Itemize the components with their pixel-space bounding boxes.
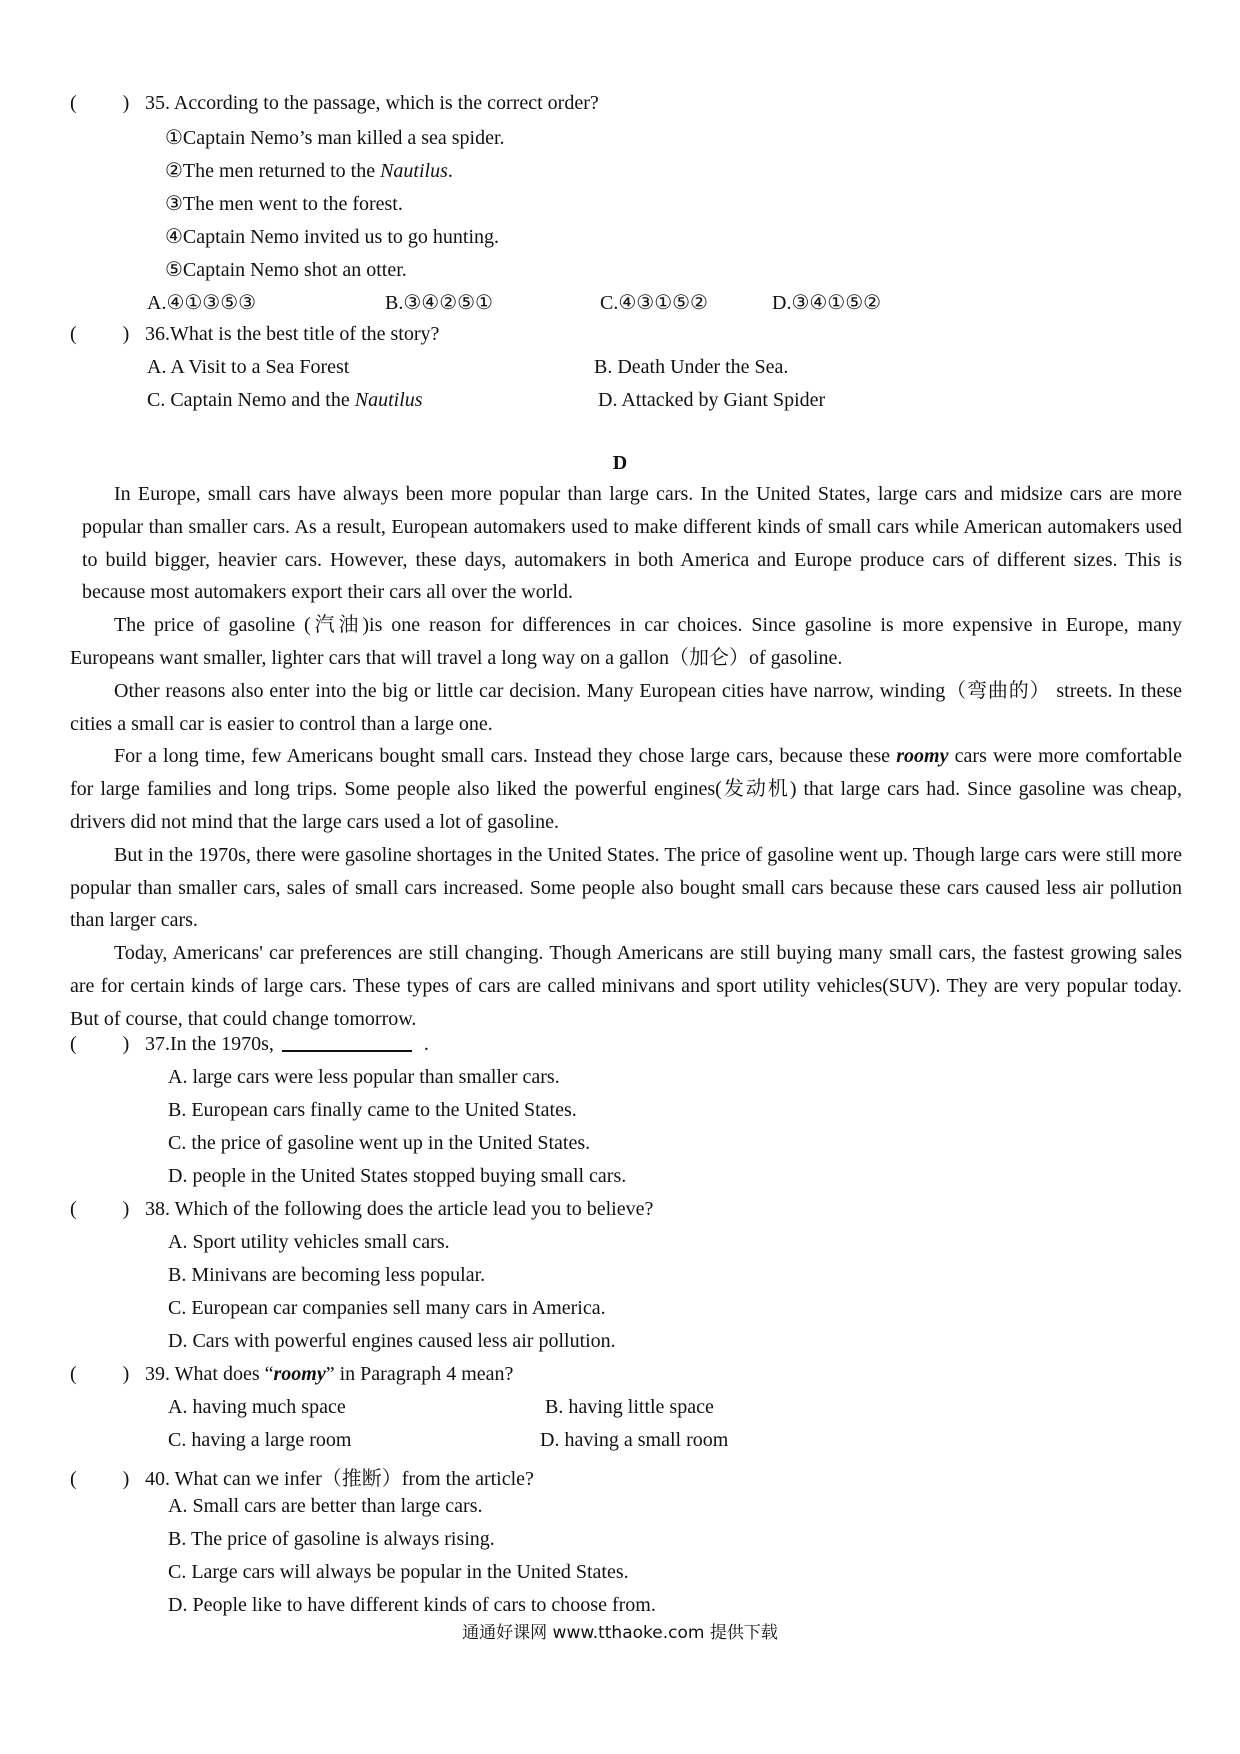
question-35 — [70, 92, 599, 115]
q37-option-c[interactable]: C. the price of gasoline went up in the United States. — [168, 1132, 591, 1154]
bracket-close: ) — [122, 1363, 130, 1385]
q36-option-a[interactable]: A. A Visit to a Sea Forest — [147, 356, 350, 378]
question-36-stem: 36.What is the best title of the story? — [145, 323, 440, 345]
question-40-stem: 40. What can we infer（推断）from the article? — [145, 1468, 534, 1490]
answer-bracket[interactable] — [70, 1033, 145, 1056]
q38-option-c[interactable]: C. European car companies sell many cars in America. — [168, 1297, 606, 1319]
paragraph-1: In Europe, small cars have always been more popular than large cars. In the United States, large cars and midsize cars are more popular than smaller cars. As a result, European automakers used to make different kinds of small cars while American automakers used to build bigger, heavier cars. However, these days, automakers in both America and Europe produce cars of different sizes. This is because most automakers export their cars all over the world. — [82, 483, 1182, 604]
q35-option-d[interactable]: D.③④①⑤② — [772, 292, 882, 314]
paragraph-6: Today, Americans' car preferences are still changing. Though Americans are still buying many small cars, the fastest growing sales are for certain kinds of large cars. These types of cars are called minivans and sport utility vehicles(SUV). They are very popular today. But of course, that could change tomorrow. — [70, 942, 1182, 1030]
q39-option-d[interactable]: D. having a small room — [540, 1429, 729, 1451]
question-35-stem: 35. According to the passage, which is the correct order? — [145, 92, 599, 114]
q35-item-1: ①Captain Nemo’s man killed a sea spider. — [165, 127, 505, 149]
q37-option-d[interactable]: D. people in the United States stopped buying small cars. — [168, 1165, 627, 1187]
q35-item-2-end: . — [447, 160, 453, 182]
bracket-open: ( — [70, 92, 77, 114]
answer-bracket[interactable] — [70, 323, 145, 346]
q40-option-c[interactable]: C. Large cars will always be popular in the United States. — [168, 1561, 629, 1583]
paragraph-4-text-a: For a long time, few Americans bought small cars. Instead they chose large cars, because these — [114, 745, 897, 768]
question-39-stem-a: 39. What does “ — [145, 1363, 274, 1385]
q36-option-d[interactable]: D. Attacked by Giant Spider — [598, 389, 826, 411]
bracket-close: ) — [122, 323, 130, 345]
question-39 — [70, 1363, 513, 1386]
bracket-close: ) — [122, 92, 130, 114]
q38-option-a[interactable]: A. Sport utility vehicles small cars. — [168, 1231, 450, 1253]
answer-bracket[interactable] — [70, 1468, 145, 1491]
q36-option-c[interactable] — [147, 389, 423, 412]
q35-option-a[interactable]: A.④①③⑤③ — [147, 292, 257, 314]
bracket-open: ( — [70, 323, 77, 345]
bracket-open: ( — [70, 1468, 77, 1490]
q40-option-a[interactable]: A. Small cars are better than large cars. — [168, 1495, 483, 1517]
q35-item-4: ④Captain Nemo invited us to go hunting. — [165, 226, 500, 248]
answer-blank[interactable] — [282, 1050, 412, 1052]
paragraph-3: Other reasons also enter into the big or little car decision. Many European cities have narrow, winding（弯曲的） streets. In these cities a small car is easier to control than a large one. — [70, 679, 1182, 735]
roomy-keyword: roomy — [273, 1363, 326, 1385]
question-38-stem: 38. Which of the following does the article lead you to believe? — [145, 1198, 654, 1220]
q40-option-b[interactable]: B. The price of gasoline is always rising. — [168, 1528, 495, 1550]
answer-bracket[interactable] — [70, 92, 145, 115]
bracket-close: ) — [122, 1033, 130, 1055]
q35-item-2 — [165, 158, 453, 183]
question-39-stem-b: ” in Paragraph 4 mean? — [325, 1363, 514, 1385]
q39-option-c[interactable]: C. having a large room — [168, 1429, 352, 1451]
q40-option-d[interactable]: D. People like to have different kinds of cars to choose from. — [168, 1594, 656, 1616]
roomy-keyword: roomy — [896, 745, 949, 768]
nautilus-italic: Nautilus — [380, 160, 448, 182]
q35-item-5: ⑤Captain Nemo shot an otter. — [165, 259, 407, 281]
question-37-stem: 37.In the 1970s, — [145, 1033, 274, 1055]
reading-passage — [70, 478, 1182, 1036]
q35-option-c[interactable]: C.④③①⑤② — [600, 292, 708, 314]
bracket-open: ( — [70, 1363, 77, 1385]
q39-option-b[interactable]: B. having little space — [545, 1396, 714, 1418]
q35-item-3: ③The men went to the forest. — [165, 193, 403, 215]
answer-bracket[interactable] — [70, 1198, 145, 1221]
paragraph-4 — [70, 740, 1182, 838]
q35-option-b[interactable]: B.③④②⑤① — [385, 292, 493, 314]
q39-option-a[interactable]: A. having much space — [168, 1396, 346, 1418]
nautilus-italic: Nautilus — [354, 389, 423, 411]
page-footer: 通通好课网 www.tthaoke.com 提供下载 — [462, 1623, 778, 1643]
q37-option-a[interactable]: A. large cars were less popular than smaller cars. — [168, 1066, 560, 1088]
bracket-close: ) — [122, 1198, 130, 1220]
q36-option-c-text: C. Captain Nemo and the — [147, 389, 355, 411]
question-40 — [70, 1462, 534, 1491]
q38-option-d[interactable]: D. Cars with powerful engines caused less air pollution. — [168, 1330, 616, 1352]
paragraph-5: But in the 1970s, there were gasoline shortages in the United States. The price of gasoline went up. Though large cars were still more popular than smaller cars, sales of small cars increased. Some people also bought small cars because these cars caused less air pollution than larger cars. — [70, 843, 1182, 932]
section-title: D — [612, 452, 628, 474]
bracket-close: ) — [122, 1468, 130, 1490]
question-37-end: . — [423, 1033, 429, 1055]
q37-option-b[interactable]: B. European cars finally came to the United States. — [168, 1099, 577, 1121]
q35-item-2-text: ②The men returned to the — [165, 160, 381, 182]
question-37 — [70, 1033, 429, 1056]
question-36 — [70, 323, 439, 346]
bracket-open: ( — [70, 1198, 77, 1220]
paragraph-2: The price of gasoline (汽油)is one reason for differences in car choices. Since gasoline is more expensive in Europe, many Europeans want smaller, lighter cars that will travel a long way on a gallon（加仑）of gasoline. — [70, 614, 1182, 669]
paragraph-4-text-b: cars were more comfortable for large families and long trips. Some people also liked the powerful engines(发动机) that large cars had. Since gasoline was cheap, drivers did not mind that the large cars used a lot of gasoline. — [70, 745, 1182, 833]
question-38 — [70, 1198, 653, 1221]
q38-option-b[interactable]: B. Minivans are becoming less popular. — [168, 1264, 486, 1286]
bracket-open: ( — [70, 1033, 77, 1055]
q36-option-b[interactable]: B. Death Under the Sea. — [594, 356, 789, 378]
answer-bracket[interactable] — [70, 1363, 145, 1386]
